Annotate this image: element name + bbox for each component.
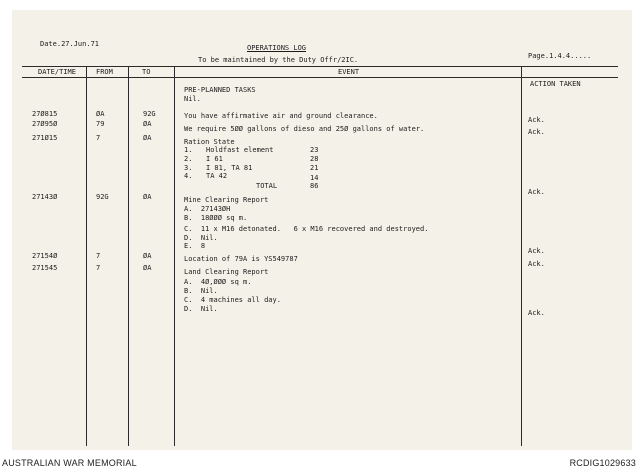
- ration-total-label: TOTAL: [256, 182, 278, 190]
- row-datetime: 271545: [32, 264, 58, 272]
- row-datetime: 27154Ø: [32, 252, 58, 260]
- row-to: ØA: [143, 193, 152, 201]
- header-bottom-rule: [22, 77, 618, 78]
- col-header-from: FROM: [96, 68, 113, 76]
- row-to: ØA: [143, 120, 152, 128]
- col-divider-1: [86, 66, 87, 446]
- ration-total-qty: 86: [310, 182, 319, 190]
- col-divider-4: [521, 66, 522, 446]
- row-from: 7: [96, 264, 101, 272]
- ration-item: Holdfast element: [206, 146, 274, 154]
- event-line: B. Nil.: [184, 287, 218, 295]
- row-from: 92G: [96, 193, 109, 201]
- event-line: Location of 79A is YS549787: [184, 255, 298, 263]
- event-line: Ration State: [184, 138, 235, 146]
- log-date: Date.27.Jun.71: [40, 40, 100, 48]
- ration-item: I 81, TA 81: [206, 164, 253, 172]
- col-divider-3: [174, 66, 175, 446]
- col-header-event: EVENT: [338, 68, 360, 76]
- event-line: You have affirmative air and ground clearance.: [184, 112, 378, 120]
- row-action: Ack.: [528, 309, 545, 317]
- ration-item: TA 42: [206, 172, 228, 180]
- row-to: ØA: [143, 252, 152, 260]
- ration-no: 1.: [184, 146, 193, 154]
- event-line: Mine Clearing Report: [184, 196, 269, 204]
- row-action: Ack.: [528, 188, 545, 196]
- ration-item: I 61: [206, 155, 223, 163]
- row-action: Ack.: [528, 260, 545, 268]
- ration-qty: 14: [310, 174, 319, 182]
- ration-no: 3.: [184, 164, 193, 172]
- row-action: Ack.: [528, 116, 545, 124]
- col-header-datetime: DATE/TIME: [38, 68, 76, 76]
- event-line: Nil.: [184, 95, 201, 103]
- log-subtitle: To be maintained by the Duty Offr/2IC.: [198, 56, 359, 64]
- table-top-rule: [22, 66, 618, 67]
- event-line: B. 18ØØØ sq m.: [184, 214, 248, 222]
- event-line: A. 27143ØH: [184, 205, 231, 213]
- row-from: ØA: [96, 110, 105, 118]
- ration-no: 2.: [184, 155, 193, 163]
- row-from: 79: [96, 120, 105, 128]
- page-number: Page.1.4.4.....: [528, 52, 592, 60]
- row-to: 92G: [143, 110, 156, 118]
- event-line: D. Nil.: [184, 305, 218, 313]
- event-line: D. Nil.: [184, 234, 218, 242]
- event-line: A. 4Ø,ØØØ sq m.: [184, 278, 252, 286]
- row-datetime: 27Ø95Ø: [32, 120, 58, 128]
- row-datetime: 27Ø815: [32, 110, 58, 118]
- ration-qty: 23: [310, 146, 319, 154]
- event-line: PRE-PLANNED TASKS: [184, 86, 256, 94]
- footer-source: AUSTRALIAN WAR MEMORIAL: [2, 458, 137, 468]
- col-divider-2: [128, 66, 129, 446]
- event-line: We require 5ØØ gallons of dieso and 25Ø gallons of water.: [184, 125, 425, 133]
- event-line: C. 4 machines all day.: [184, 296, 281, 304]
- row-datetime: 27143Ø: [32, 193, 58, 201]
- row-from: 7: [96, 252, 101, 260]
- ration-no: 4.: [184, 172, 193, 180]
- footer-record-id: RCDIG1029633: [569, 458, 636, 468]
- event-line: C. 11 x M16 detonated. 6 x M16 recovered and destroyed.: [184, 225, 429, 233]
- log-title: OPERATIONS LOG: [247, 44, 307, 52]
- row-from: 7: [96, 134, 101, 142]
- col-header-action: ACTION TAKEN: [530, 80, 581, 88]
- ration-qty: 21: [310, 164, 319, 172]
- row-action: Ack.: [528, 247, 545, 255]
- event-line: Land Clearing Report: [184, 268, 269, 276]
- col-header-to: TO: [142, 68, 151, 76]
- row-to: ØA: [143, 134, 152, 142]
- row-action: Ack.: [528, 128, 545, 136]
- event-line: E. 8: [184, 242, 206, 250]
- row-to: ØA: [143, 264, 152, 272]
- row-datetime: 271Ø15: [32, 134, 58, 142]
- ration-qty: 28: [310, 155, 319, 163]
